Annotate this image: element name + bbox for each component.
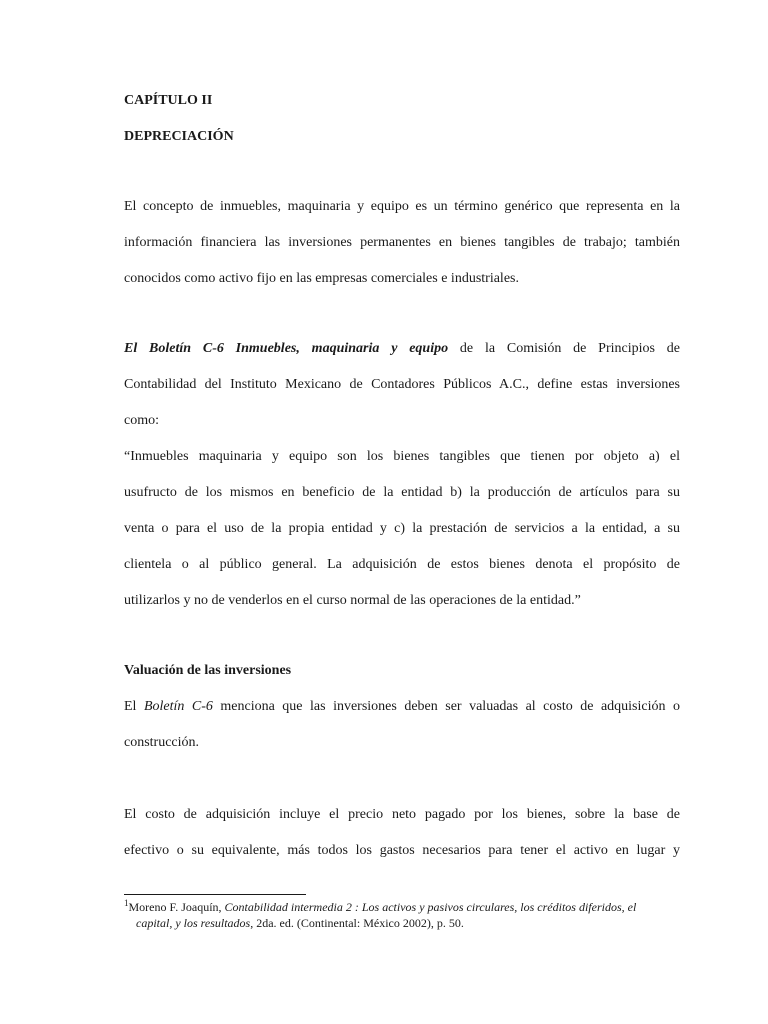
intro-line: conocidos como activo fijo en las empresas comerciales e industriales. bbox=[124, 271, 519, 286]
intro-line: El concepto de inmuebles, maquinaria y equipo es un término genérico que representa en la bbox=[124, 199, 680, 214]
footnote-line bbox=[124, 899, 680, 915]
footnote bbox=[124, 899, 680, 931]
costo-paragraph bbox=[124, 797, 680, 869]
footnote-marker: 1 bbox=[124, 898, 129, 908]
footnote-title-line1: Contabilidad intermedia 2 : Los activos y pasivos circulares, los créditos diferidos, el bbox=[224, 900, 637, 914]
quote-paragraph bbox=[124, 439, 680, 619]
boletin-line: Contabilidad del Instituto Mexicano de Contadores Públicos A.C., define estas inversiones bbox=[124, 377, 680, 392]
footnote-line bbox=[124, 915, 680, 931]
costo-line: efectivo o su equivalente, más todos los gastos necesarios para tener el activo en lugar y bbox=[124, 843, 680, 858]
footnote-author: Moreno F. Joaquín, bbox=[128, 900, 225, 914]
quote-line: “Inmuebles maquinaria y equipo son los bienes tangibles que tienen por objeto a) el bbox=[124, 449, 680, 464]
quote-line: venta o para el uso de la propia entidad y c) la prestación de servicios a la entidad, a su bbox=[124, 521, 680, 536]
valuacion-italic: Boletín C-6 bbox=[143, 699, 213, 714]
quote-line: utilizarlos y no de venderlos en el curso normal de las operaciones de la entidad.” bbox=[124, 593, 581, 608]
valuacion-line1-rest: menciona que las inversiones deben ser valuadas al costo de adquisición o bbox=[212, 699, 680, 714]
valuacion-line1-pre: El bbox=[124, 699, 144, 714]
footnote-rest: , 2da. ed. (Continental: México 2002), p. 50. bbox=[250, 916, 464, 930]
footnote-title-line2: capital, y los resultados bbox=[136, 916, 251, 930]
section-heading-valuacion: Valuación de las inversiones bbox=[124, 663, 292, 678]
boletin-paragraph bbox=[124, 331, 680, 439]
valuacion-line: construcción. bbox=[124, 735, 200, 750]
boletin-line1-rest: de la Comisión de Principios de bbox=[448, 341, 680, 356]
boletin-line: como: bbox=[124, 413, 159, 428]
chapter-label: CAPÍTULO II bbox=[124, 93, 213, 108]
footnote-separator bbox=[124, 894, 306, 895]
quote-line: clientela o al público general. La adquisición de estos bienes denota el propósito de bbox=[124, 557, 680, 572]
boletin-line bbox=[124, 331, 680, 367]
boletin-emphasis: El Boletín C-6 Inmuebles, maquinaria y equipo bbox=[124, 341, 449, 356]
document-page bbox=[124, 0, 680, 1024]
intro-paragraph bbox=[124, 189, 680, 297]
costo-line: El costo de adquisición incluye el precio neto pagado por los bienes, sobre la base de bbox=[124, 807, 680, 822]
intro-line: información financiera las inversiones permanentes en bienes tangibles de trabajo; también bbox=[124, 235, 680, 250]
quote-line: usufructo de los mismos en beneficio de la entidad b) la producción de artículos para su bbox=[124, 485, 680, 500]
chapter-title: DEPRECIACIÓN bbox=[124, 129, 234, 144]
valuacion-paragraph bbox=[124, 689, 680, 761]
valuacion-line bbox=[124, 689, 680, 725]
